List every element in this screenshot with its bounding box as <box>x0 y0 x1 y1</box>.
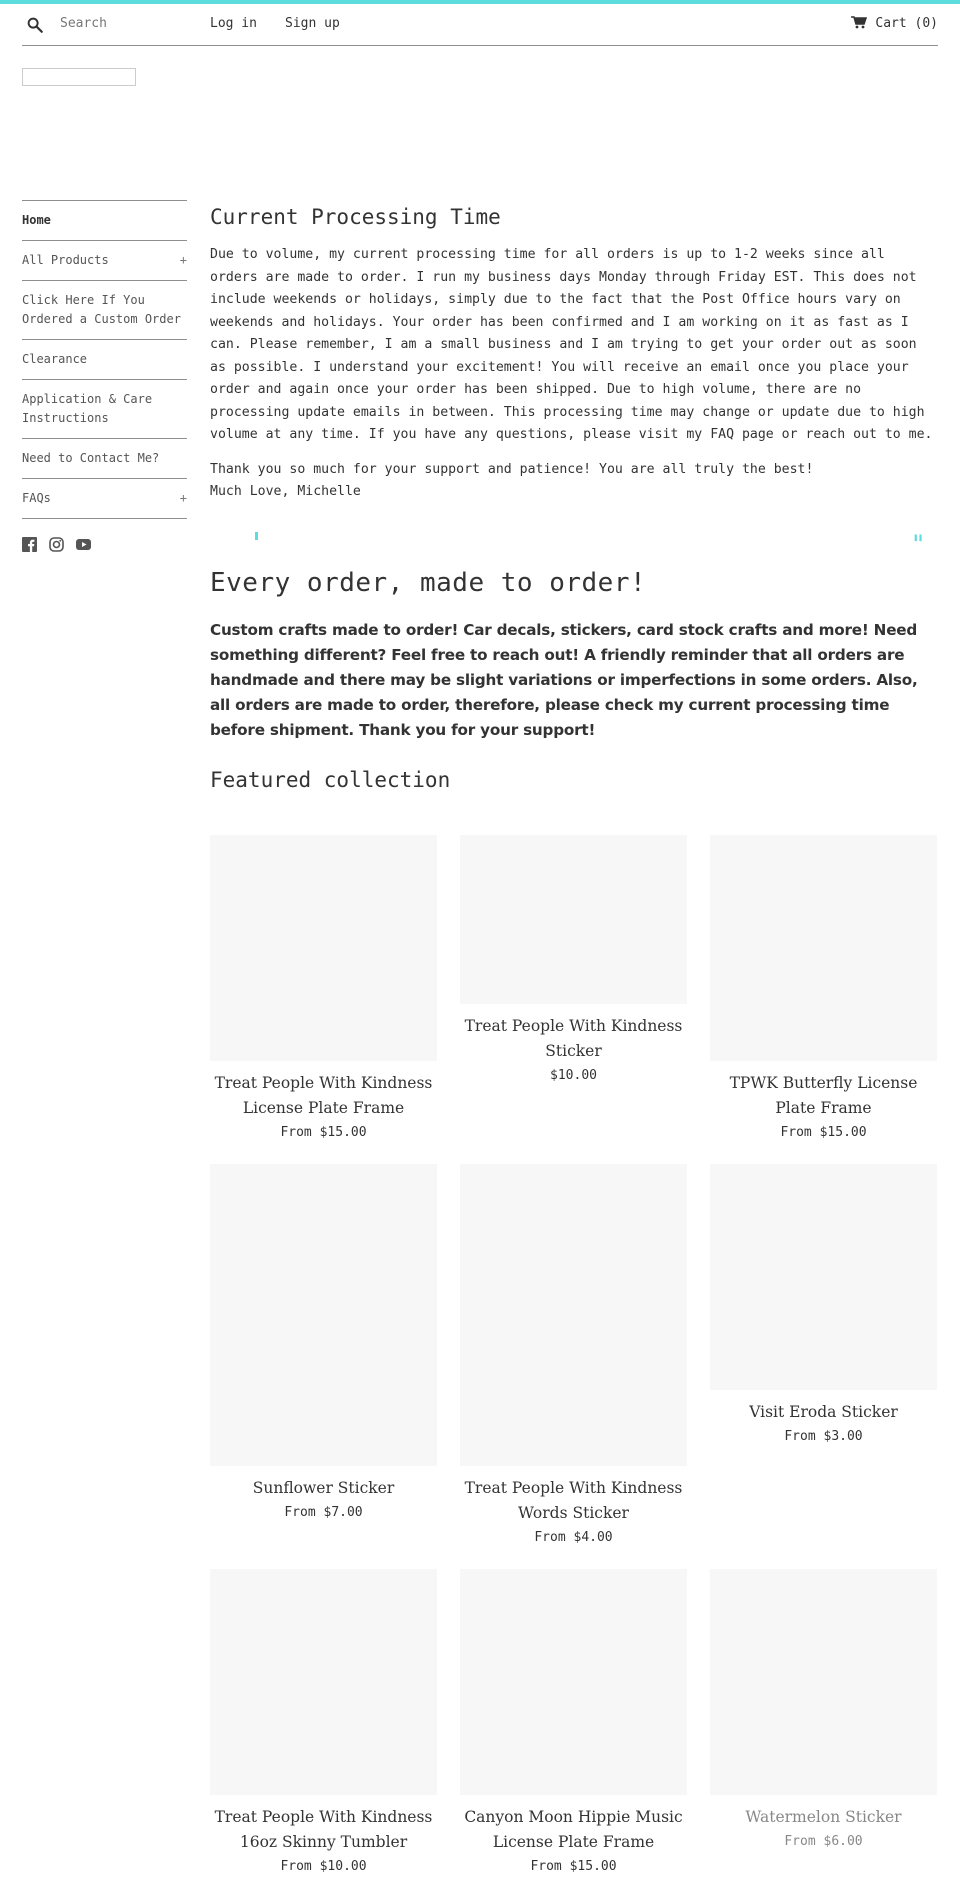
product-image[interactable] <box>710 1569 937 1795</box>
product-card[interactable] <box>210 1164 437 1523</box>
product-name[interactable]: Visit Eroda Sticker <box>749 1403 898 1421</box>
featured-collection-title: Featured collection <box>210 767 451 792</box>
sidebar-item-label: Click Here If You Ordered a Custom Order <box>22 293 181 326</box>
sidebar-divider <box>22 518 187 519</box>
product-card[interactable] <box>710 1569 937 1852</box>
sidebar-item-label: Clearance <box>22 352 88 366</box>
product-name[interactable]: Treat People With Kindness 16oz Skinny Tumbler <box>214 1808 433 1851</box>
product-name[interactable]: Watermelon Sticker <box>745 1808 902 1826</box>
social-links <box>22 537 187 552</box>
login-link[interactable]: Log in <box>210 16 257 31</box>
sidebar-nav <box>22 200 187 552</box>
product-card[interactable] <box>460 835 687 1086</box>
product-price: From $15.00 <box>280 1125 367 1140</box>
product-image[interactable] <box>460 1569 687 1795</box>
sidebar-item-faqs[interactable] <box>22 478 187 518</box>
every-order-body: Custom crafts made to order! Car decals, stickers, card stock crafts and more! Need something different? Feel free to reach out! A friendly reminder that all orders are handmade and there may be slight variations or imperfections in some orders. Also, all orders are made to order, therefore, please check my current processing time before shipment. Thank you for your support! <box>210 620 918 739</box>
youtube-icon[interactable] <box>76 537 91 552</box>
signature-line: Much Love, Michelle <box>210 484 361 499</box>
product-card[interactable] <box>710 835 937 1143</box>
expand-icon[interactable]: + <box>179 491 187 505</box>
sidebar-item-label: Application & Care Instructions <box>22 392 153 425</box>
product-card[interactable] <box>710 1164 937 1447</box>
product-price: From $15.00 <box>780 1125 867 1140</box>
product-name[interactable]: Canyon Moon Hippie Music License Plate Frame <box>464 1808 683 1851</box>
every-order-title: Every order, made to order! <box>210 567 647 598</box>
product-card[interactable] <box>460 1569 687 1877</box>
slide-marker-right: ❚❚ <box>913 532 923 542</box>
product-price: From $10.00 <box>280 1859 367 1874</box>
processing-title: Current Processing Time <box>210 205 501 229</box>
product-image[interactable] <box>710 1164 937 1390</box>
product-price: From $6.00 <box>784 1834 863 1849</box>
signup-link[interactable]: Sign up <box>285 16 340 31</box>
sidebar-item-clearance[interactable] <box>22 339 187 379</box>
sidebar-item-label: All Products <box>22 253 109 267</box>
search-input[interactable] <box>58 10 202 36</box>
sidebar-item-label: Home <box>22 213 51 227</box>
product-image[interactable] <box>460 835 687 1004</box>
facebook-icon[interactable] <box>22 537 37 552</box>
search-form <box>22 4 207 44</box>
thanks-message <box>210 459 938 504</box>
sidebar-item-home[interactable] <box>22 200 187 240</box>
product-image[interactable] <box>210 1569 437 1795</box>
sidebar-item-contact[interactable] <box>22 438 187 478</box>
product-name[interactable]: Treat People With Kindness Sticker <box>464 1017 683 1060</box>
product-card[interactable] <box>210 835 437 1143</box>
instagram-icon[interactable] <box>49 537 64 552</box>
product-name[interactable]: TPWK Butterfly License Plate Frame <box>729 1074 918 1117</box>
product-name[interactable]: Treat People With Kindness Words Sticker <box>464 1479 683 1522</box>
cart-link[interactable] <box>851 16 938 31</box>
product-name[interactable]: Treat People With Kindness License Plate Frame <box>214 1074 433 1117</box>
site-header <box>22 4 938 46</box>
slide-marker-left <box>255 532 258 540</box>
sidebar-item-custom-order[interactable] <box>22 280 187 339</box>
cart-icon <box>851 16 867 29</box>
sidebar-item-application-care[interactable] <box>22 379 187 438</box>
product-card[interactable] <box>210 1569 437 1877</box>
product-card[interactable] <box>460 1164 687 1548</box>
sidebar-item-all-products[interactable] <box>22 240 187 280</box>
product-image[interactable] <box>210 1164 437 1466</box>
search-icon[interactable] <box>26 16 44 34</box>
product-price: From $4.00 <box>534 1530 613 1545</box>
sidebar-item-label: Need to Contact Me? <box>22 451 160 465</box>
site-logo[interactable] <box>22 68 136 86</box>
product-price: $10.00 <box>550 1068 597 1083</box>
thanks-line: Thank you so much for your support and patience! You are all truly the best! <box>210 461 814 477</box>
sidebar-item-label: FAQs <box>22 491 51 505</box>
product-price: From $15.00 <box>530 1859 617 1874</box>
main-content <box>210 200 938 795</box>
product-name[interactable]: Sunflower Sticker <box>252 1479 395 1497</box>
product-price: From $3.00 <box>784 1429 863 1444</box>
product-image[interactable] <box>710 835 937 1061</box>
expand-icon[interactable]: + <box>179 253 187 267</box>
product-image[interactable] <box>460 1164 687 1466</box>
product-image[interactable] <box>210 835 437 1061</box>
processing-body: Due to volume, my current processing time for all orders is up to 1-2 weeks since all orders are made to order. I run my business days Monday through Friday EST. This does not include weekends or holidays, simply due to the fact that the Post Office hours vary on weekends and holidays. Your order has been confirmed and I am working on it as fast as I can. Please remember, I am a small business and I am trying to get your order out as soon as possible. I understand your excitement! You will receive an email once you place your order and again once your order has been shipped. Due to high volume, there are no processing update emails in between. This processing time may change or update due to high volume at any time. If you have any questions, please visit my FAQ page or reach out to me. <box>210 247 933 442</box>
cart-label: Cart (0) <box>875 16 938 31</box>
slideshow-indicator <box>210 532 938 544</box>
product-price: From $7.00 <box>284 1505 363 1520</box>
